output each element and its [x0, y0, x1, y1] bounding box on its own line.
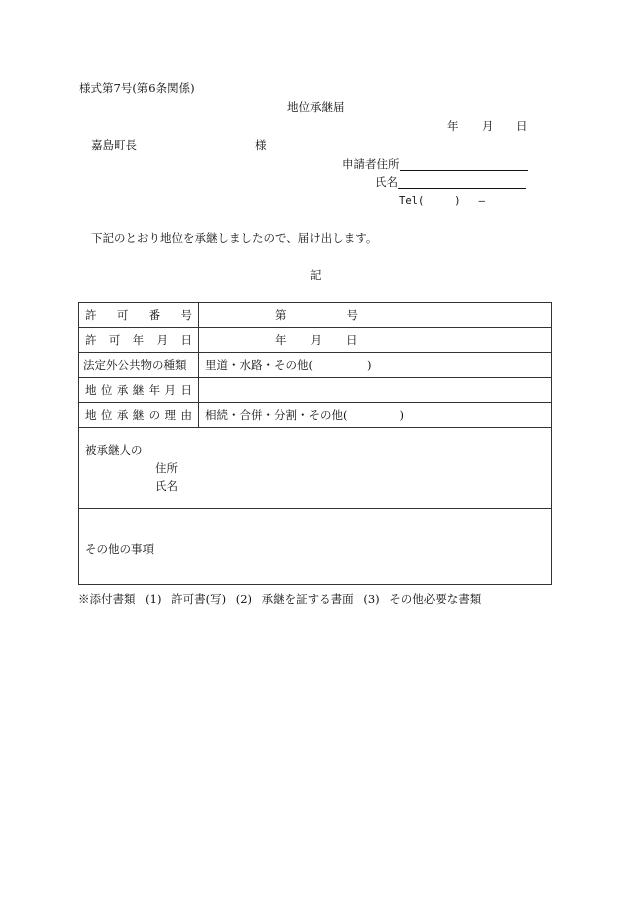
permit-date-label: 許 可 年 月 日 — [79, 328, 199, 353]
permit-number-go: 号 — [346, 308, 358, 322]
date-day: 日 — [516, 119, 528, 133]
attachments-note: ※添付書類 (1) 許可書(写) (2) 承継を証する書面 (3) その他必要な書類 — [78, 592, 482, 606]
ki-heading: 記 — [310, 268, 322, 282]
permit-number-dai: 第 — [275, 308, 287, 322]
applicant-tel-label: Tel( — [399, 195, 425, 207]
permit-date-row — [79, 328, 552, 353]
other-matters-row — [79, 509, 552, 585]
predecessor-label: 被承継人の — [85, 443, 143, 457]
applicant-tel-row — [399, 194, 485, 208]
document-title: 地位承継届 — [287, 100, 345, 114]
predecessor-cell[interactable] — [79, 428, 552, 509]
predecessor-name-label: 氏名 — [155, 479, 178, 493]
applicant-address-label: 申請者住所 — [342, 157, 400, 171]
permit-number-label: 許 可 番 号 — [79, 303, 199, 328]
succession-date-value[interactable] — [199, 378, 552, 403]
applicant-tel-dash: — — [478, 195, 485, 207]
form-number: 様式第7号(第6条関係) — [79, 81, 195, 95]
applicant-address-field[interactable] — [400, 157, 528, 171]
permit-date-value[interactable]: 年 月 日 — [199, 328, 552, 353]
property-type-value[interactable]: 里道・水路・その他( ) — [199, 353, 552, 378]
applicant-name-row — [375, 175, 526, 189]
succession-reason-label: 地 位 承 継 の 理 由 — [79, 403, 199, 428]
applicant-tel-close: ) — [454, 195, 461, 207]
other-matters-label: その他の事項 — [85, 542, 154, 556]
property-type-label: 法定外公共物の種類 — [79, 353, 199, 378]
predecessor-row — [79, 428, 552, 509]
succession-reason-value[interactable]: 相続・合併・分割・その他( ) — [199, 403, 552, 428]
permit-number-row — [79, 303, 552, 328]
date-month: 月 — [482, 119, 494, 133]
addressee-name: 嘉島町長 — [91, 138, 137, 152]
property-type-row — [79, 353, 552, 378]
succession-form-table — [78, 302, 552, 585]
succession-date-row — [79, 378, 552, 403]
statement-text: 下記のとおり地位を承継しましたので、届け出します。 — [91, 231, 378, 245]
succession-date-label: 地 位 承 継 年 月 日 — [79, 378, 199, 403]
succession-reason-row — [79, 403, 552, 428]
applicant-name-field[interactable] — [398, 175, 526, 189]
permit-number-value[interactable] — [199, 303, 552, 328]
other-matters-cell[interactable] — [79, 509, 552, 585]
applicant-name-label: 氏名 — [375, 175, 398, 189]
date-year: 年 — [447, 119, 459, 133]
predecessor-address-label: 住所 — [155, 461, 178, 475]
addressee-honorific: 様 — [255, 138, 267, 152]
applicant-address-row — [342, 157, 528, 171]
